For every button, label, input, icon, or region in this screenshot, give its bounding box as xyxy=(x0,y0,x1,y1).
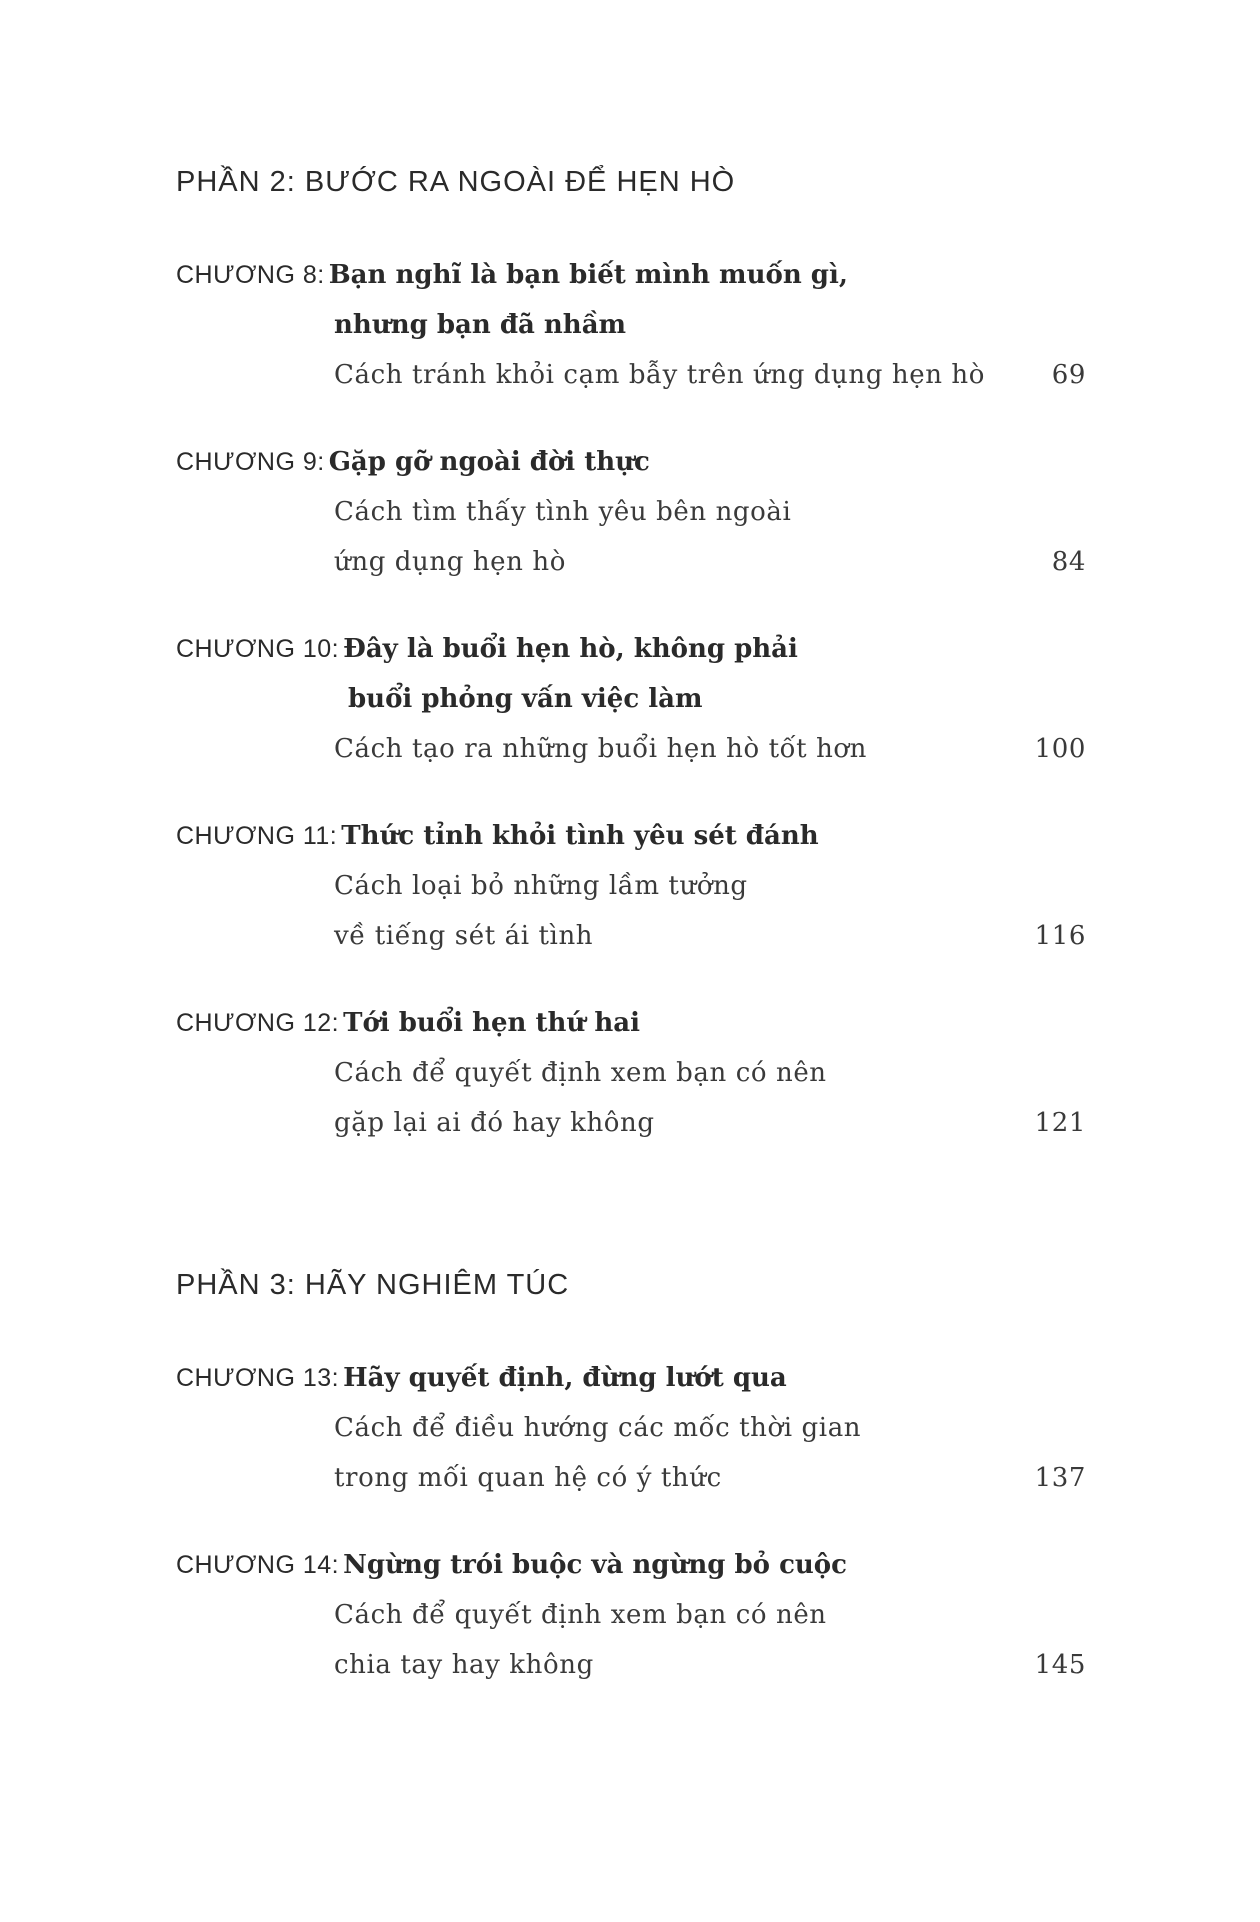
page-number: 137 xyxy=(1034,1463,1086,1493)
chapter-label: CHƯƠNG 9: xyxy=(176,448,325,476)
page-number: 121 xyxy=(1034,1108,1086,1138)
chapter-title: Tới buổi hẹn thứ hai xyxy=(343,1008,640,1038)
chapter-label: CHƯƠNG 8: xyxy=(176,261,325,289)
toc-entry-chapter-13[interactable] xyxy=(176,1353,1086,1503)
part-3-heading: PHẦN 3: HÃY NGHIÊM TÚC xyxy=(176,1269,570,1301)
toc-entry-chapter-14[interactable] xyxy=(176,1540,1086,1690)
chapter-label: CHƯƠNG 13: xyxy=(176,1364,340,1392)
page-number: 145 xyxy=(1034,1650,1086,1680)
page-number: 116 xyxy=(1034,921,1086,951)
toc-entry-chapter-11[interactable] xyxy=(176,811,1086,961)
chapter-title: Ngừng trói buộc và ngừng bỏ cuộc xyxy=(343,1550,847,1580)
chapter-subtitle: chia tay hay không 145 xyxy=(176,1640,1086,1690)
chapter-subtitle: ứng dụng hẹn hò 84 xyxy=(176,537,1086,587)
chapter-subtitle: Cách tìm thấy tình yêu bên ngoài xyxy=(334,497,792,527)
page-number: 84 xyxy=(1051,547,1086,577)
chapter-label: CHƯƠNG 11: xyxy=(176,822,338,850)
chapter-subtitle: Cách để điều hướng các mốc thời gian xyxy=(334,1413,862,1443)
toc-entry-chapter-8[interactable] xyxy=(176,250,1086,400)
page-number: 69 xyxy=(1051,360,1086,390)
part-2-heading: PHẦN 2: BƯỚC RA NGOÀI ĐỂ HẸN HÒ xyxy=(176,166,736,198)
chapter-subtitle: Cách để quyết định xem bạn có nên xyxy=(334,1058,827,1088)
chapter-subtitle: Cách loại bỏ những lầm tưởng xyxy=(334,871,748,901)
chapter-title-continued: buổi phỏng vấn việc làm xyxy=(348,684,703,714)
toc-entry-chapter-12[interactable] xyxy=(176,998,1086,1148)
chapter-label: CHƯƠNG 10: xyxy=(176,635,340,663)
chapter-subtitle: Cách tránh khỏi cạm bẫy trên ứng dụng hẹn hò 69 xyxy=(176,350,1086,400)
page-number: 100 xyxy=(1034,734,1086,764)
chapter-label: CHƯƠNG 14: xyxy=(176,1551,340,1579)
chapter-subtitle: gặp lại ai đó hay không 121 xyxy=(176,1098,1086,1148)
chapter-label: CHƯƠNG 12: xyxy=(176,1009,340,1037)
chapter-title: Hãy quyết định, đừng lướt qua xyxy=(343,1363,787,1393)
chapter-subtitle: Cách tạo ra những buổi hẹn hò tốt hơn 100 xyxy=(176,724,1086,774)
chapter-title: Thức tỉnh khỏi tình yêu sét đánh xyxy=(341,821,819,851)
chapter-title: Đây là buổi hẹn hò, không phải xyxy=(343,634,798,664)
chapter-title: Gặp gỡ ngoài đời thực xyxy=(328,447,650,477)
chapter-subtitle: Cách để quyết định xem bạn có nên xyxy=(334,1600,827,1630)
chapter-subtitle: về tiếng sét ái tình 116 xyxy=(176,911,1086,961)
chapter-title-continued: nhưng bạn đã nhầm xyxy=(334,310,627,340)
toc-entry-chapter-9[interactable] xyxy=(176,437,1086,587)
toc-entry-chapter-10[interactable] xyxy=(176,624,1086,774)
chapter-subtitle: trong mối quan hệ có ý thức 137 xyxy=(176,1453,1086,1503)
chapter-title: Bạn nghĩ là bạn biết mình muốn gì, xyxy=(328,260,848,290)
